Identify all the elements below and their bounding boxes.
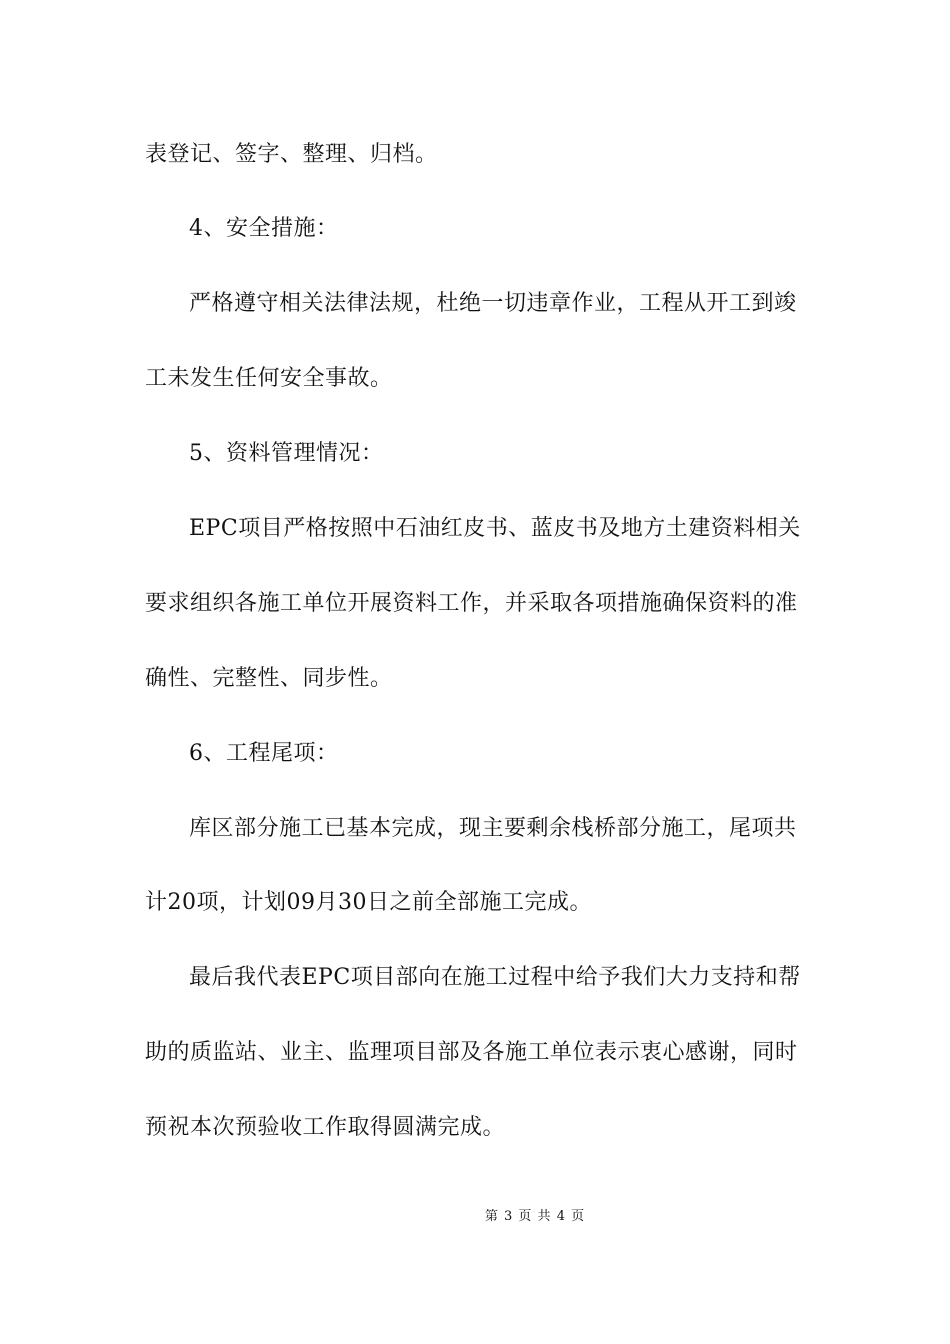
page-number-footer: 第 3 页 共 4 页 — [484, 1209, 586, 1224]
paragraph-line: 最后我代表EPC项目部向在施工过程中给予我们大力支持和帮 — [189, 965, 801, 990]
paragraph-line: 表登记、签字、整理、归档。 — [145, 142, 438, 167]
paragraph-line: 预祝本次预验收工作取得圆满完成。 — [145, 1115, 506, 1140]
paragraph-line: 计20项，计划09月30日之前全部施工完成。 — [145, 890, 592, 915]
paragraph-line: 助的质监站、业主、监理项目部及各施工单位表示衷心感谢，同时 — [145, 1040, 798, 1065]
section-heading-documents: 5、资料管理情况： — [189, 441, 384, 466]
paragraph-line: 确性、完整性、同步性。 — [145, 666, 393, 691]
section-heading-safety: 4、安全措施： — [189, 216, 339, 241]
paragraph-line: 严格遵守相关法律法规，杜绝一切违章作业，工程从开工到竣 — [189, 291, 797, 316]
section-heading-remaining-items: 6、工程尾项： — [189, 741, 339, 766]
paragraph-line: 要求组织各施工单位开展资料工作，并采取各项措施确保资料的准 — [145, 591, 798, 616]
paragraph-line: 工未发生任何安全事故。 — [145, 366, 393, 391]
paragraph-line: 库区部分施工已基本完成，现主要剩余栈桥部分施工，尾项共 — [189, 816, 797, 841]
paragraph-line: EPC项目严格按照中石油红皮书、蓝皮书及地方土建资料相关 — [189, 516, 801, 541]
